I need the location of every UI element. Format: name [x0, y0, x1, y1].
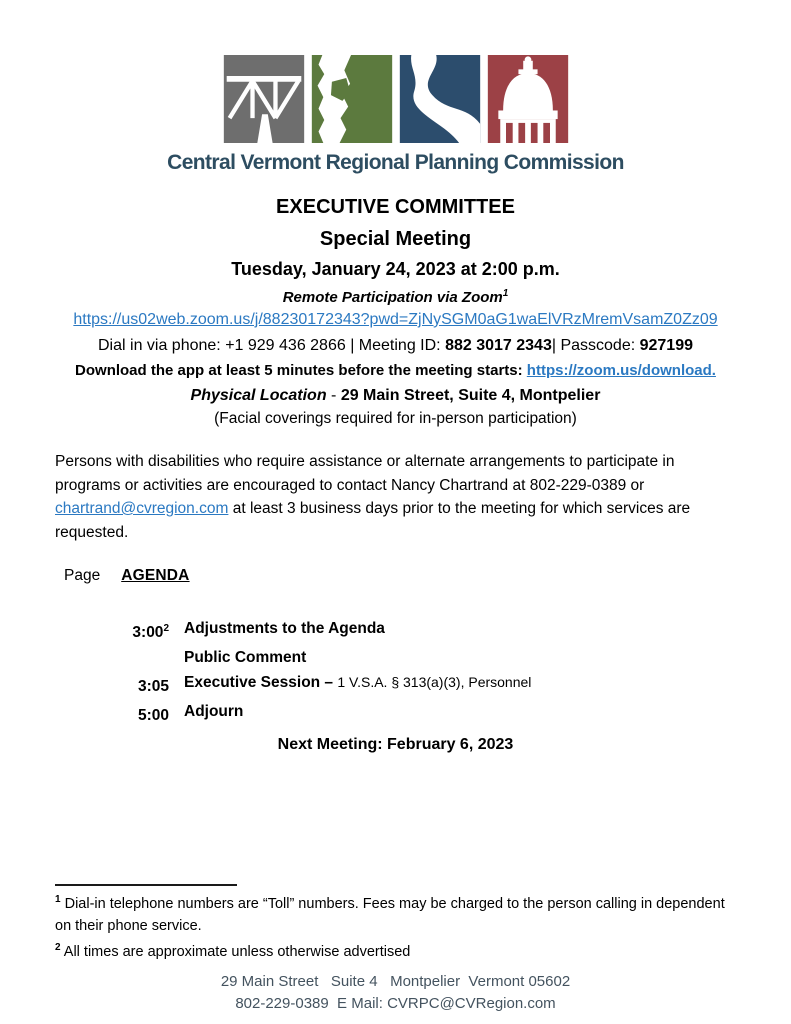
time-text: 5:00: [137, 707, 169, 725]
agenda-item-title: [184, 670, 531, 699]
agenda-item-title: [184, 616, 385, 645]
agenda-item-title: [184, 645, 306, 670]
facial-coverings-note: (Facial coverings required for in-person participation): [214, 410, 577, 427]
download-line: [0, 362, 791, 379]
zoom-download-link[interactable]: https://zoom.us/download.: [526, 362, 716, 379]
next-meeting-notice: Next Meeting: February 6, 2023: [277, 736, 514, 753]
zoom-link-line: [0, 311, 791, 329]
footnote-2-ref: 2: [55, 941, 61, 953]
passcode-value: 927199: [639, 337, 693, 354]
agenda-label: AGENDA: [121, 567, 190, 584]
title-text: Adjourn: [184, 703, 244, 721]
agenda-item-detail: 1 V.S.A. § 313(a)(3), Personnel: [337, 674, 532, 691]
agenda-item-time: [55, 670, 169, 699]
remote-participation-label: [0, 288, 791, 306]
location-label: Physical Location: [190, 387, 327, 404]
zoom-meeting-link[interactable]: https://us02web.zoom.us/j/88230172343?pwd=ZjNySGM0aG1waElVRzMremVsamZ0Zz09: [73, 311, 718, 328]
passcode-label: | Passcode:: [551, 337, 640, 354]
footnote-ref-1: 1: [502, 288, 509, 299]
location-separator: -: [326, 387, 341, 404]
accessibility-text-before: Persons with disabilities who require assistance or alternate arrangements to participate in programs or activities are encouraged to contact Nancy Chartrand at 802-229-0389 or: [55, 453, 675, 494]
accessibility-notice: [55, 450, 743, 544]
footer-address: 29 Main Street Suite 4 Montpelier Vermont 05602: [220, 973, 571, 990]
agenda-item: [55, 670, 743, 699]
time-text: 3:05: [137, 678, 169, 696]
footnote-2-text: All times are approximate unless otherwise advertised: [60, 943, 411, 960]
page-column-label: Page: [64, 567, 101, 584]
org-name: Central Vermont Regional Planning Commission: [167, 151, 624, 174]
agenda-heading: [64, 567, 190, 585]
meeting-datetime: Tuesday, January 24, 2023 at 2:00 p.m.: [231, 259, 560, 279]
footnotes: [55, 889, 739, 963]
dial-in-text: Dial in via phone: +1 929 436 2866 | Meeting ID:: [98, 337, 446, 354]
footnote-1: [55, 889, 739, 937]
vermont-state-shape: [339, 55, 392, 143]
logo: [0, 55, 791, 175]
title-text: Adjustments to the Agenda: [184, 620, 385, 637]
document-subtitle: Special Meeting: [319, 228, 472, 250]
dial-in-line: [0, 337, 791, 355]
footer-contact: 802-229-0389 E Mail: CVRPC@CVRegion.com: [235, 994, 556, 1012]
footnote-1-ref: 1: [55, 894, 61, 905]
document-title: EXECUTIVE COMMITTEE: [276, 196, 515, 218]
title-text: Public Comment: [184, 649, 307, 667]
capitol-dome-icon: [487, 55, 567, 143]
accessibility-text-after: at least 3 business days prior to the meeting for which services are requested.: [55, 500, 691, 541]
agenda-item: [55, 645, 743, 670]
time-text: 3:00: [132, 624, 164, 642]
location-value: 29 Main Street, Suite 4, Montpelier: [340, 387, 601, 404]
footnote-2: [55, 937, 739, 963]
footnote-1-text: Dial-in telephone numbers are “Toll” numbers. Fees may be charged to the person calling in dependent on their phone service.: [55, 895, 725, 934]
logo-panels: [220, 55, 572, 143]
agenda-item-time: [55, 645, 169, 670]
meeting-id: 882 3017 2343: [445, 337, 552, 354]
agenda-item-time: [55, 699, 169, 728]
river-icon: [399, 55, 479, 143]
download-text: Download the app at least 5 minutes before the meeting starts:: [75, 362, 527, 379]
footnote-ref-2: 2: [163, 623, 169, 634]
agenda-list: [55, 616, 743, 728]
agenda-item-title: [184, 699, 243, 728]
page-footer: [0, 971, 791, 1014]
footnote-separator: [55, 884, 237, 886]
remote-participation-text: Remote Participation via Zoom: [282, 289, 503, 306]
vermont-state-icon: [311, 55, 391, 143]
physical-location-line: [0, 387, 791, 405]
logo-image: [220, 55, 572, 143]
agenda-item: [55, 616, 743, 645]
bridge-icon: [223, 55, 303, 143]
agenda-item-time: [55, 616, 169, 645]
agenda-item: [55, 699, 743, 728]
contact-email-link[interactable]: chartrand@cvregion.com: [55, 500, 229, 517]
title-text: Executive Session –: [184, 674, 338, 692]
